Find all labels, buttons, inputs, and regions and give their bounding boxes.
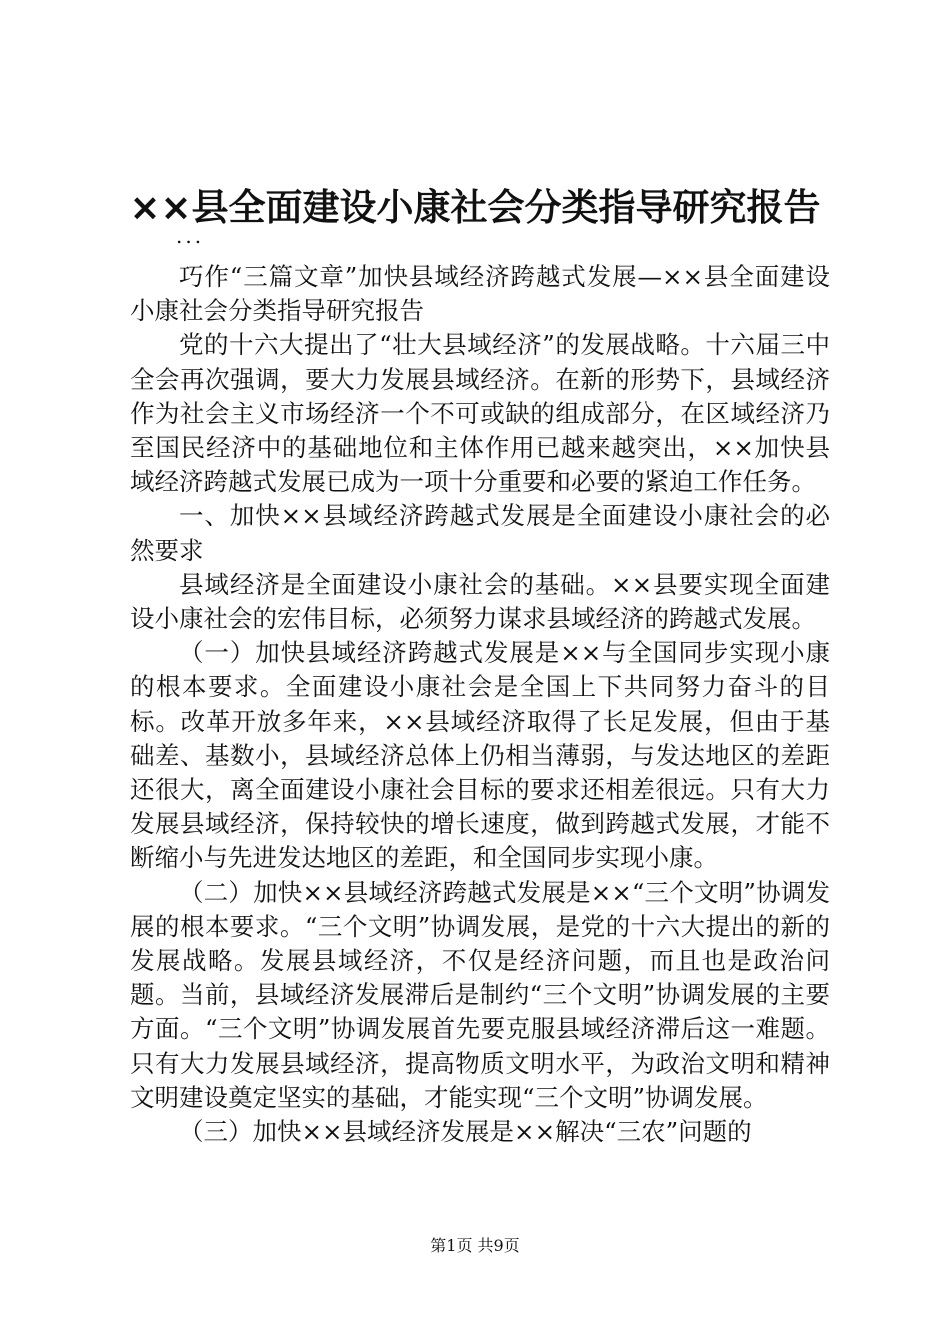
document-title: ××县全面建设小康社会分类指导研究报告 bbox=[129, 186, 821, 229]
paragraph: 巧作“三篇文章”加快县域经济跨越式发展—××县全面建设小康社会分类指导研究报告 bbox=[130, 262, 830, 326]
page-number-footer: 第1页 共9页 bbox=[430, 1236, 520, 1255]
document-body bbox=[130, 260, 830, 1149]
paragraph: 县域经济是全面建设小康社会的基础。××县要实现全面建设小康社会的宏伟目标，必须努力谋求县域经济的跨越式发展。 bbox=[130, 569, 830, 634]
paragraph: （三）加快××县域经济发展是××解决“三农”问题的 bbox=[179, 1117, 752, 1147]
paragraph: （二）加快××县域经济跨越式发展是××“三个文明”协调发展的根本要求。“三个文明”协调发展，是党的十六大提出的新的发展战略。发展县域经济，不仅是经济问题，而且也是政治问题。当前，县域经济发展滞后是制约“三个文明”协调发展的主要方面。“三个文明”协调发展首先要克服县域经济滞后这一难题。只有大力发展县域经济，提高物质文明水平，为政治文明和精神文明建设奠定坚实的基础，才能实现“三个文明”协调发展。 bbox=[130, 877, 830, 1112]
paragraph: 党的十六大提出了“壮大县域经济”的发展战略。十六届三中全会再次强调，要大力发展县域经济。在新的形势下，县域经济作为社会主义市场经济一个不可或缺的组成部分，在区域经济乃至国民经济中的基础地位和主体作用已越来越突出，××加快县域经济跨越式发展已成为一项十分重要和必要的紧迫工作任务。 bbox=[130, 330, 830, 497]
paragraph: （一）加快县域经济跨越式发展是××与全国同步实现小康的根本要求。全面建设小康社会是全国上下共同努力奋斗的目标。改革开放多年来，××县域经济取得了长足发展，但由于基础差、基数小，县域经济总体上仍相当薄弱，与发达地区的差距还很大，离全面建设小康社会目标的要求还相差很远。只有大力发展县域经济，保持较快的增长速度，做到跨越式发展，才能不断缩小与先进发达地区的差距，和全国同步实现小康。 bbox=[130, 638, 830, 873]
ellipsis-text: ... bbox=[176, 224, 205, 248]
section-heading: 一、加快××县域经济跨越式发展是全面建设小康社会的必然要求 bbox=[130, 501, 830, 565]
